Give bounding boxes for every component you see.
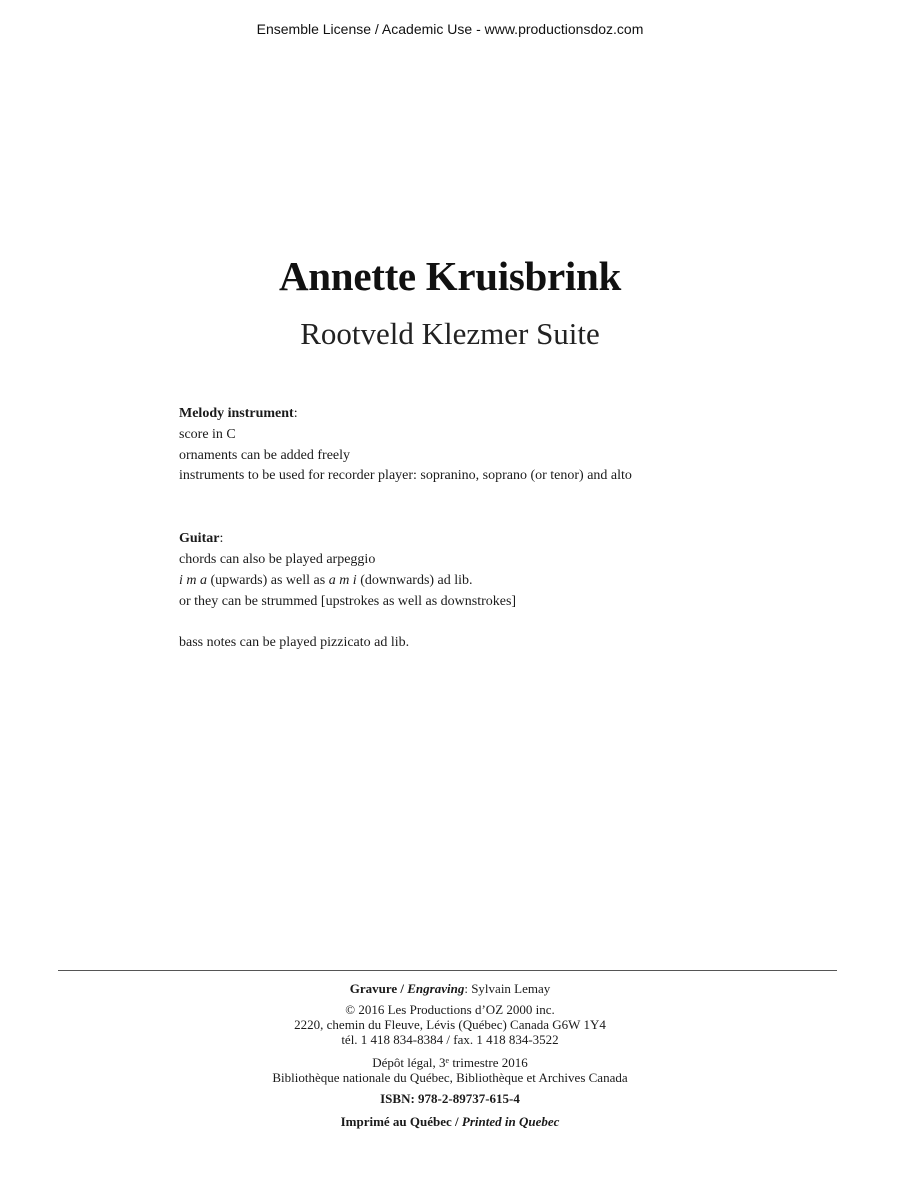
engraving-credit xyxy=(0,981,900,996)
isbn-text: ISBN: 978-2-89737-615-4 xyxy=(380,1091,520,1106)
guitar-note-4: bass notes can be played pizzicato ad lib. xyxy=(179,635,410,651)
melody-heading-colon: : xyxy=(293,406,298,421)
melody-note-1: score in C xyxy=(179,426,236,442)
copyright-line: © 2016 Les Productions d’OZ 2000 inc. xyxy=(345,1002,555,1017)
legal-deposit xyxy=(0,1053,900,1070)
melody-heading-label: Melody instrument xyxy=(179,406,294,421)
composer-name: Annette Kruisbrink xyxy=(279,253,621,299)
engraving-label xyxy=(350,981,465,996)
guitar-heading xyxy=(179,529,859,550)
license-header: Ensemble License / Academic Use - www.productionsdoz.com xyxy=(256,21,644,37)
footer-divider xyxy=(58,970,837,971)
printed-label xyxy=(341,1114,560,1129)
printed-en: Printed in Quebec xyxy=(461,1114,560,1129)
melody-heading xyxy=(179,404,859,425)
guitar-heading-label: Guitar xyxy=(179,531,220,547)
printed-fr: Imprimé au Québec / xyxy=(340,1114,462,1129)
legal-deposit-suffix: trimestre 2016 xyxy=(449,1055,528,1070)
guitar-heading-colon: : xyxy=(219,531,224,547)
legal-deposit-prefix: Dépôt légal, 3 xyxy=(372,1055,446,1070)
publisher-address: 2220, chemin du Fleuve, Lévis (Québec) Canada G6W 1Y4 xyxy=(294,1017,606,1032)
guitar-note-2-text-a: (upwards) as well as xyxy=(207,572,329,588)
guitar-note-3: or they can be strummed [upstrokes as well as downstrokes] xyxy=(179,593,517,609)
performance-notes xyxy=(179,404,859,654)
engraving-separator: : xyxy=(464,981,472,996)
melody-note-3: instruments to be used for recorder player: sopranino, soprano (or tenor) and alto xyxy=(179,468,632,484)
engraving-label-en: Engraving xyxy=(407,981,465,996)
legal-deposit-sup: e xyxy=(445,1056,450,1065)
guitar-fingering-up: i m a xyxy=(179,572,207,588)
guitar-note-1: chords can also be played arpeggio xyxy=(179,551,376,567)
guitar-note-2-text-b: (downwards) ad lib. xyxy=(356,572,473,588)
guitar-note-2 xyxy=(179,571,859,592)
isbn-line xyxy=(0,1091,900,1106)
publisher-phone: tél. 1 418 834-8384 / fax. 1 418 834-3522 xyxy=(341,1032,559,1047)
melody-note-2: ornaments can be added freely xyxy=(179,447,351,463)
work-title: Rootveld Klezmer Suite xyxy=(300,316,600,351)
engraver-name: Sylvain Lemay xyxy=(471,981,551,996)
publisher-footer xyxy=(0,981,900,1129)
guitar-fingering-down: a m i xyxy=(328,572,357,588)
engraving-label-fr: Gravure / xyxy=(349,981,408,996)
library-line: Bibliothèque nationale du Québec, Bibliothèque et Archives Canada xyxy=(272,1070,628,1085)
printed-line xyxy=(0,1114,900,1129)
